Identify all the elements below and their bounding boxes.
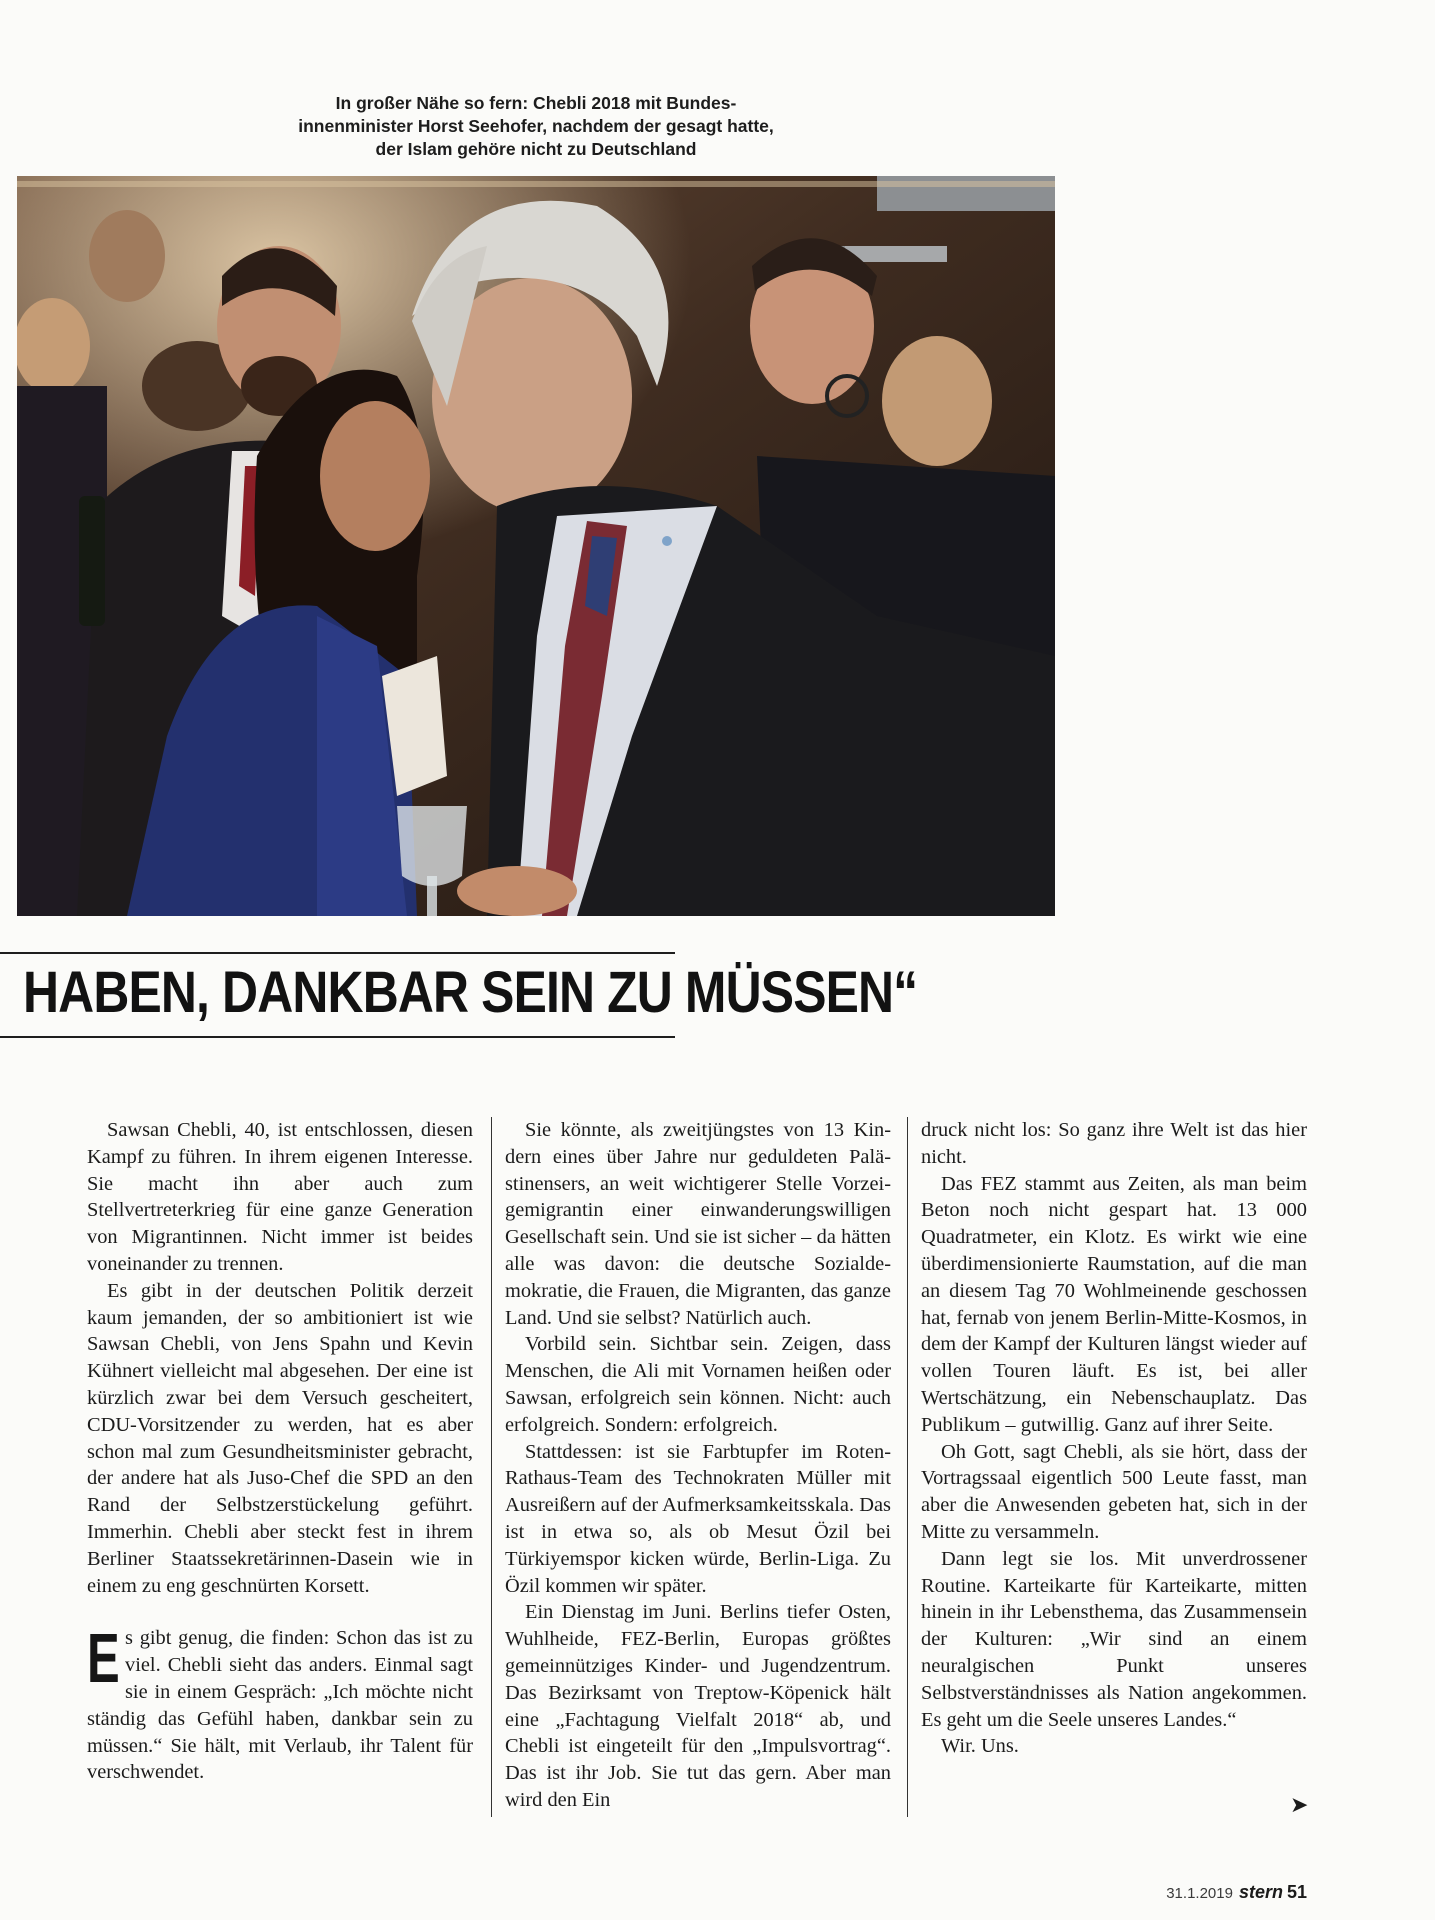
headline: HABEN, DANKBAR SEIN ZU MÜSSEN“ bbox=[23, 960, 918, 1025]
headline-top-rule bbox=[0, 952, 675, 954]
article-photo bbox=[17, 176, 1055, 916]
column-divider bbox=[491, 1117, 492, 1817]
paragraph: Oh Gott, sagt Chebli, als sie hört, dass der Vortragssaal eigentlich 500 Leute fasst, man aber die Anwesenden gebeten hat, sich in der Mitte zu versammeln. bbox=[921, 1440, 1307, 1543]
page-footer bbox=[1166, 1882, 1307, 1903]
arrow-right-icon: ➤ bbox=[1290, 1793, 1309, 1818]
paragraph: Sie könnte, als zweitjüngstes von 13 Kindern eines über Jahre nur geduldeten Palästinensers, an weit wichtigerer Stelle Vorzeigemigrantin einer einwanderungswilligen Gesellschaft sein. Und sie ist sicher – da hätten alle was davon: die deutsche Sozialdemokratie, die Frauen, die Migranten, das ganze Land. Und sie selbst? Natürlich auch. bbox=[505, 1119, 891, 1329]
paragraph: Stattdessen: ist sie Farbtupfer im Roten-Rathaus-Team des Technokraten Müller mit Ausreißern auf der Aufmerksamkeitsskala. Das ist in etwa so, als ob Mesut Özil bei Türkiyemspor kicken würde, Berlin-Liga. Zu Özil kommen wir später. bbox=[505, 1440, 891, 1597]
paragraph-text: s gibt genug, die finden: Schon das ist zu viel. Chebli sieht das anders. Einmal sagt sie in einem Gespräch: „Ich möchte nicht ständig das Gefühl haben, dankbar sein zu müssen.“ Sie hält, mit Verlaub, ihr Talent für verschwendet. bbox=[87, 1627, 473, 1784]
photo-illustration bbox=[17, 176, 1055, 916]
photo-caption bbox=[17, 92, 1055, 161]
paragraph: Das FEZ stammt aus Zeiten, als man beim Beton noch nicht gespart hat. 13 000 Quadratmeter, ein Klotz. Es wirkt wie eine überdimensionierte Raumstation, auf die man an diesem Tag 70 Wohlmeinende geschossen hat, fernab von jenem Berlin-Mitte-Kosmos, in dem der Kampf der Kulturen längst wieder auf vollen Touren läuft. Es ist, bei aller Wertschätzung, ein Nebenschauplatz. Das Publikum – gutwillig. Ganz auf ihrer Seite. bbox=[921, 1172, 1307, 1436]
paragraph-drop-cap bbox=[87, 1619, 473, 1786]
issue-date: 31.1.2019 bbox=[1166, 1885, 1233, 1902]
drop-cap-letter: E bbox=[87, 1619, 120, 1698]
paragraph: Es gibt in der deutschen Politik derzeit kaum jemanden, der so ambitioniert ist wie Sawsan Chebli, von Jens Spahn und Kevin Kühnert vielleicht mal abgesehen. Der eine ist kürzlich zwar bei dem Versuch gescheitert, CDU-Vorsitzender zu werden, hat es aber schon mal zum Gesundheitsminister gebracht, der andere hat als Juso-Chef die SPD an den Rand der Selbstzerstückelung geführt. Immerhin. Chebli aber steckt fest in ihrem Berliner Staatssekretärinnen-Dasein wie in einem zu eng geschnürten Korsett. bbox=[87, 1279, 473, 1597]
caption-line: der Islam gehöre nicht zu Deutschland bbox=[375, 139, 697, 159]
page-number: 51 bbox=[1286, 1882, 1307, 1902]
magazine-logo: stern bbox=[1238, 1882, 1283, 1902]
paragraph: Sawsan Chebli, 40, ist entschlossen, diesen Kampf zu führen. In ihrem eigenen Interesse. Sie macht ihn aber auch zum Stellvertreterkrieg für eine ganze Generation von Migrantinnen. Nicht immer ist beides voneinander zu trennen. bbox=[87, 1119, 473, 1275]
column-divider bbox=[907, 1117, 908, 1817]
article-column-1 bbox=[87, 1117, 473, 1786]
caption-line: In großer Nähe so fern: Chebli 2018 mit Bundes- bbox=[335, 93, 737, 113]
caption-line: innenminister Horst Seehofer, nachdem der gesagt hatte, bbox=[298, 116, 774, 136]
headline-bottom-rule bbox=[0, 1036, 675, 1038]
paragraph: Vorbild sein. Sichtbar sein. Zeigen, dass Menschen, die Ali mit Vornamen heißen oder Sawsan, erfolgreich sein können. Nicht: auch erfolgreich. Sondern: erfolgreich. bbox=[505, 1333, 891, 1436]
paragraph: Dann legt sie los. Mit unverdrossener Routine. Karteikarte für Karteikarte, mitten hinein in ihr Lebensthema, das Zusammensein der Kulturen: „Wir sind an einem neuralgischen Punkt unseres Selbstverständnisses als Nation angekommen. Es geht um die Seele unseres Landes.“ bbox=[921, 1547, 1307, 1731]
paragraph: Ein Dienstag im Juni. Berlins tiefer Osten, Wuhlheide, FEZ-Berlin, Europas größtes gemeinnütziges Kinder- und Jugendzentrum. Das Bezirksamt von Treptow-Köpenick hält eine „Fachtagung Vielfalt 2018“ ab, und Chebli ist eingeteilt für den „Impulsvortrag“. Das ist ihr Job. Sie tut das gern. Aber man wird den Ein bbox=[505, 1601, 891, 1811]
paragraph: druck nicht los: So ganz ihre Welt ist das hier nicht. bbox=[921, 1119, 1307, 1168]
article-column-2 bbox=[505, 1117, 891, 1814]
paragraph: Wir. Uns. bbox=[941, 1735, 1019, 1758]
article-column-3 bbox=[921, 1117, 1307, 1760]
